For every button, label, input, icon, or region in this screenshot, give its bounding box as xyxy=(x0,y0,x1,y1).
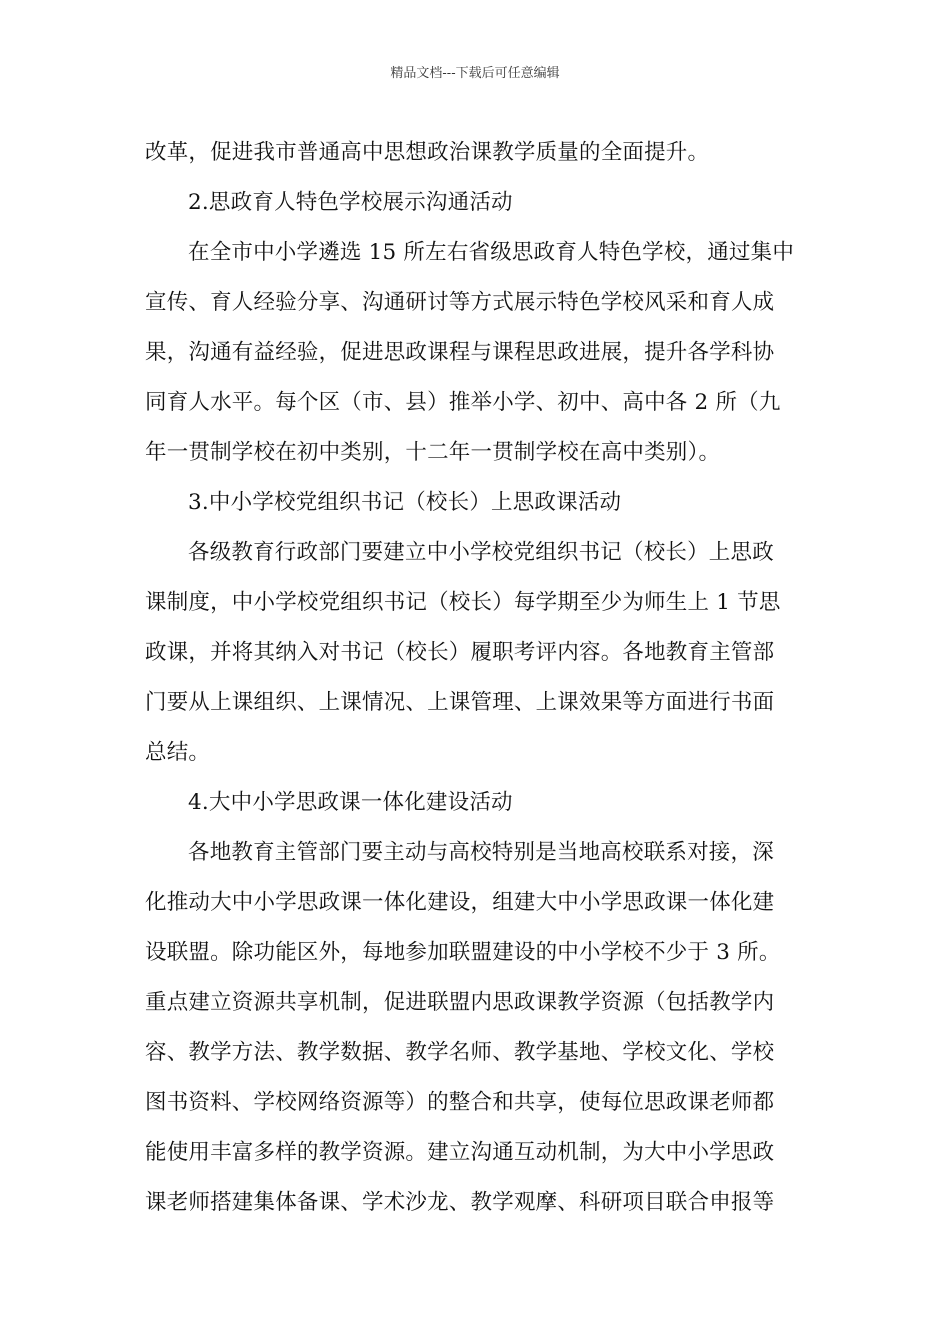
body-line: 门要从上课组织、上课情况、上课管理、上课效果等方面进行书面 xyxy=(145,690,775,715)
body-line: 改革，促进我市普通高中思想政治课教学质量的全面提升。 xyxy=(145,140,710,165)
body-line: 在全市中小学遴选 15 所左右省级思政育人特色学校，通过集中 xyxy=(188,240,795,265)
section-heading: 2.思政育人特色学校展示沟通活动 xyxy=(188,190,513,215)
body-line: 果，沟通有益经验，促进思政课程与课程思政进展，提升各学科协 xyxy=(145,340,775,365)
body-line: 各级教育行政部门要建立中小学校党组织书记（校长）上思政 xyxy=(188,540,774,565)
body-line: 容、教学方法、教学数据、教学名师、教学基地、学校文化、学校 xyxy=(145,1040,775,1065)
body-line: 政课，并将其纳入对书记（校长）履职考评内容。各地教育主管部 xyxy=(145,640,775,665)
body-line: 各地教育主管部门要主动与高校特别是当地高校联系对接，深 xyxy=(188,840,774,865)
body-line: 宣传、育人经验分享、沟通研讨等方式展示特色学校风采和育人成 xyxy=(145,290,775,315)
body-line: 重点建立资源共享机制，促进联盟内思政课教学资源（包括教学内 xyxy=(145,990,775,1015)
body-line: 同育人水平。每个区（市、县）推举小学、初中、高中各 2 所（九 xyxy=(145,390,781,415)
body-line: 图书资料、学校网络资源等）的整合和共享，使每位思政课老师都 xyxy=(145,1090,775,1115)
section-heading: 3.中小学校党组织书记（校长）上思政课活动 xyxy=(188,490,622,515)
body-line: 课老师搭建集体备课、学术沙龙、教学观摩、科研项目联合申报等 xyxy=(145,1190,775,1215)
body-line: 总结。 xyxy=(145,740,211,765)
body-line: 课制度，中小学校党组织书记（校长）每学期至少为师生上 1 节思 xyxy=(145,590,781,615)
section-heading: 4.大中小学思政课一体化建设活动 xyxy=(188,790,513,815)
page-header: 精品文档---下载后可任意编辑 xyxy=(390,66,560,81)
body-line: 设联盟。除功能区外，每地参加联盟建设的中小学校不少于 3 所。 xyxy=(145,940,781,965)
body-line: 能使用丰富多样的教学资源。建立沟通互动机制，为大中小学思政 xyxy=(145,1140,775,1165)
document-body xyxy=(145,128,810,1228)
body-line: 化推动大中小学思政课一体化建设，组建大中小学思政课一体化建 xyxy=(145,890,775,915)
body-line: 年一贯制学校在初中类别，十二年一贯制学校在高中类别）。 xyxy=(145,440,721,465)
